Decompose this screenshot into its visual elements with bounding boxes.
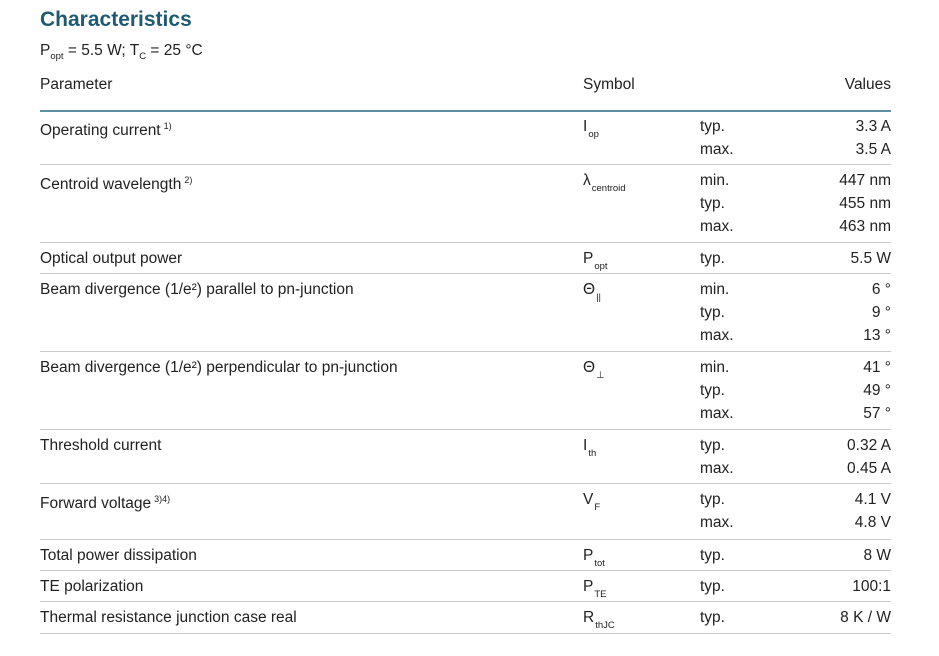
qualifier-cell — [700, 356, 780, 425]
parameter-name: Beam divergence (1/e²) perpendicular to pn-junction — [40, 359, 398, 376]
parameter-name: Optical output power — [40, 250, 183, 267]
section-title: Characteristics — [40, 8, 192, 31]
table-row — [40, 353, 891, 430]
value: 3.3 A — [855, 118, 891, 135]
value: 8 K / W — [840, 609, 891, 626]
table-header — [40, 74, 891, 112]
parameter-cell — [40, 356, 398, 379]
symbol-base: Θ — [583, 281, 596, 298]
parameter-cell — [40, 488, 170, 515]
value: 100:1 — [852, 578, 891, 595]
qualifier: typ. — [700, 547, 725, 564]
symbol-base: R — [583, 609, 595, 626]
symbol-subscript: centroid — [591, 183, 626, 194]
symbol-cell — [583, 606, 615, 637]
symbol-subscript: opt — [594, 261, 608, 272]
symbol-subscript: thJC — [595, 620, 615, 631]
parameter-name: Beam divergence (1/e²) parallel to pn-junction — [40, 281, 354, 298]
qualifier: max. — [700, 141, 734, 158]
test-conditions — [40, 42, 203, 62]
qualifier: typ. — [700, 304, 725, 321]
qualifier: min. — [700, 172, 730, 189]
parameter-name: Centroid wavelength — [40, 176, 182, 193]
symbol-cell — [583, 575, 606, 606]
value-cell — [771, 544, 891, 567]
qualifier: typ. — [700, 437, 725, 454]
value-cell — [771, 575, 891, 598]
table-row — [40, 244, 891, 274]
symbol-cell — [583, 278, 601, 309]
parameter-cell — [40, 115, 172, 142]
value: 41 ° — [863, 359, 891, 376]
symbol-subscript: th — [588, 448, 597, 459]
value: 5.5 W — [850, 250, 891, 267]
value-cell — [771, 488, 891, 534]
parameter-name: Threshold current — [40, 437, 162, 454]
value: 6 ° — [871, 281, 891, 298]
symbol-base: Θ — [583, 359, 596, 376]
qualifier: min. — [700, 359, 730, 376]
parameter-cell — [40, 278, 354, 301]
symbol-cell — [583, 488, 600, 519]
value: 447 nm — [839, 172, 891, 189]
table-row — [40, 603, 891, 634]
symbol-subscript: op — [588, 129, 599, 140]
value: 8 W — [863, 547, 891, 564]
parameter-cell — [40, 434, 161, 457]
parameter-name: Thermal resistance junction case real — [40, 609, 297, 626]
qualifier: max. — [700, 327, 734, 344]
qualifier-cell — [700, 169, 780, 238]
symbol-cell — [583, 115, 599, 146]
symbol-subscript: || — [596, 292, 601, 303]
symbol-base: P — [583, 250, 594, 267]
qualifier: typ. — [700, 491, 725, 508]
symbol-cell — [583, 247, 608, 278]
symbol-subscript: TE — [594, 589, 607, 600]
qualifier: typ. — [700, 195, 725, 212]
header-values: Values — [844, 76, 891, 93]
symbol-base: λ — [583, 172, 591, 189]
symbol-cell — [583, 434, 596, 465]
value-cell — [771, 247, 891, 270]
symbol-cell — [583, 356, 604, 387]
qualifier-cell — [700, 488, 780, 534]
qualifier: max. — [700, 218, 734, 235]
parameter-cell — [40, 606, 297, 629]
qualifier-cell — [700, 544, 780, 567]
table-row — [40, 112, 891, 165]
qualifier: max. — [700, 460, 734, 477]
parameter-name: Total power dissipation — [40, 547, 197, 564]
parameter-cell — [40, 575, 143, 598]
value: 4.8 V — [854, 514, 891, 531]
table-row — [40, 541, 891, 571]
table-row — [40, 431, 891, 484]
symbol-subscript: F — [594, 502, 601, 513]
symbol-subscript: ⊥ — [596, 370, 605, 381]
table-row — [40, 485, 891, 540]
value: 455 nm — [839, 195, 891, 212]
header-parameter: Parameter — [40, 76, 113, 93]
value: 0.45 A — [847, 460, 891, 477]
parameter-cell — [40, 169, 192, 196]
symbol-cell — [583, 169, 626, 200]
qualifier: typ. — [700, 118, 725, 135]
parameter-name: Forward voltage — [40, 495, 152, 512]
value: 13 ° — [863, 327, 891, 344]
qualifier-cell — [700, 115, 780, 161]
value: 0.32 A — [847, 437, 891, 454]
value-cell — [771, 115, 891, 161]
condition-p-symbol: P — [40, 42, 51, 59]
value-cell — [771, 278, 891, 347]
header-symbol: Symbol — [583, 76, 635, 93]
condition-p-value: = 5.5 W; T — [63, 42, 140, 59]
value: 49 ° — [863, 382, 891, 399]
footnote-ref: 1) — [163, 121, 172, 131]
qualifier: typ. — [700, 609, 725, 626]
qualifier-cell — [700, 278, 780, 347]
qualifier-cell — [700, 606, 780, 629]
symbol-subscript: tot — [594, 558, 605, 569]
table-row — [40, 166, 891, 243]
parameter-cell — [40, 544, 197, 567]
symbol-base: P — [583, 578, 594, 595]
parameter-cell — [40, 247, 182, 270]
condition-t-subscript: C — [139, 51, 147, 62]
parameter-name: TE polarization — [40, 578, 144, 595]
symbol-base: I — [583, 118, 588, 135]
parameter-name: Operating current — [40, 122, 161, 139]
qualifier: typ. — [700, 382, 725, 399]
condition-t-value: = 25 °C — [146, 42, 203, 59]
value: 9 ° — [871, 304, 891, 321]
qualifier: max. — [700, 514, 734, 531]
symbol-base: P — [583, 547, 594, 564]
table-row — [40, 572, 891, 602]
symbol-cell — [583, 544, 605, 575]
value-cell — [771, 169, 891, 238]
value: 57 ° — [863, 405, 891, 422]
qualifier: typ. — [700, 250, 725, 267]
qualifier-cell — [700, 434, 780, 480]
qualifier-cell — [700, 247, 780, 270]
value-cell — [771, 356, 891, 425]
table-row — [40, 275, 891, 352]
footnote-ref: 2) — [184, 175, 193, 185]
value-cell — [771, 434, 891, 480]
qualifier: max. — [700, 405, 734, 422]
value: 3.5 A — [855, 141, 891, 158]
footnote-ref: 3)4) — [154, 494, 171, 504]
symbol-base: I — [583, 437, 588, 454]
value-cell — [771, 606, 891, 629]
symbol-base: V — [583, 491, 594, 508]
value: 4.1 V — [854, 491, 891, 508]
qualifier-cell — [700, 575, 780, 598]
condition-p-subscript: opt — [50, 51, 64, 62]
qualifier: min. — [700, 281, 730, 298]
value: 463 nm — [839, 218, 891, 235]
qualifier: typ. — [700, 578, 725, 595]
